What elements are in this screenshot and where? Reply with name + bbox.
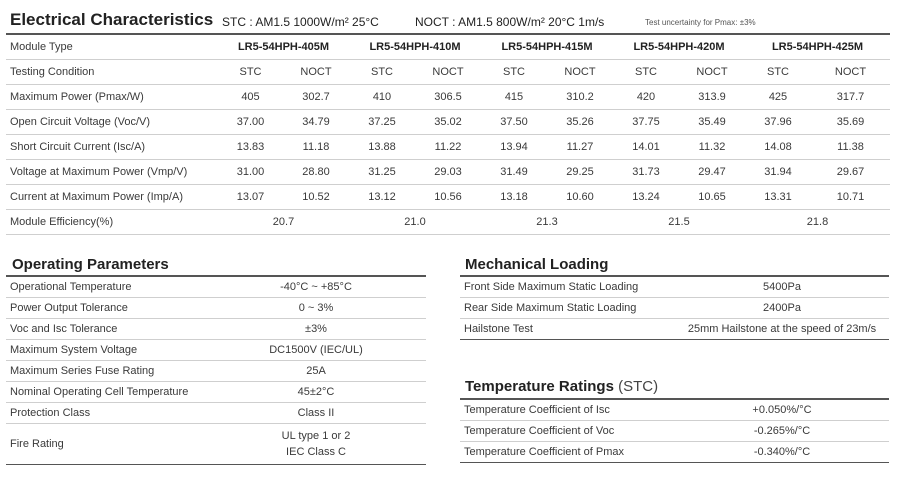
fire-rating-line1: UL type 1 or 2 xyxy=(281,430,351,442)
temperature-title xyxy=(465,378,658,395)
operating-row xyxy=(6,319,426,340)
fire-rating-label: Fire Rating xyxy=(6,424,206,465)
fire-rating-line2: IEC Class C xyxy=(286,446,346,458)
temperature-table xyxy=(460,398,889,463)
mechanical-row xyxy=(460,276,889,298)
electrical-value: 405 xyxy=(218,85,283,110)
electrical-row-label: Maximum Power (Pmax/W) xyxy=(6,85,218,110)
testing-condition-label: Testing Condition xyxy=(6,60,218,85)
operating-row-label: Maximum System Voltage xyxy=(6,340,206,361)
electrical-value: 37.75 xyxy=(613,110,679,135)
operating-table xyxy=(6,275,426,465)
model-name: LR5-54HPH-415M xyxy=(481,34,613,60)
noct-label: NOCT xyxy=(415,60,481,85)
temperature-row-label: Temperature Coefficient of Isc xyxy=(460,399,675,421)
electrical-value: 13.88 xyxy=(349,135,415,160)
electrical-value: 13.31 xyxy=(745,185,811,210)
mechanical-title: Mechanical Loading xyxy=(465,256,609,273)
electrical-value: 425 xyxy=(745,85,811,110)
electrical-value: 14.01 xyxy=(613,135,679,160)
model-name: LR5-54HPH-405M xyxy=(218,34,349,60)
stc-label: STC xyxy=(745,60,811,85)
efficiency-value: 21.3 xyxy=(481,210,613,235)
stc-label: STC xyxy=(481,60,547,85)
efficiency-value: 21.8 xyxy=(745,210,890,235)
stc-label: STC xyxy=(349,60,415,85)
temperature-row-value: -0.265%/°C xyxy=(675,421,889,442)
noct-label: NOCT xyxy=(547,60,613,85)
electrical-value: 317.7 xyxy=(811,85,890,110)
mechanical-row-value: 25mm Hailstone at the speed of 23m/s xyxy=(675,319,889,340)
efficiency-value: 20.7 xyxy=(218,210,349,235)
mechanical-row-label: Rear Side Maximum Static Loading xyxy=(460,298,675,319)
electrical-value: 10.60 xyxy=(547,185,613,210)
model-name: LR5-54HPH-420M xyxy=(613,34,745,60)
electrical-value: 31.25 xyxy=(349,160,415,185)
temperature-row-value: -0.340%/°C xyxy=(675,442,889,463)
electrical-value: 31.73 xyxy=(613,160,679,185)
operating-title: Operating Parameters xyxy=(12,256,169,273)
temperature-row xyxy=(460,421,889,442)
electrical-value: 13.24 xyxy=(613,185,679,210)
electrical-value: 10.71 xyxy=(811,185,890,210)
noct-label: NOCT xyxy=(811,60,890,85)
mechanical-row-value: 5400Pa xyxy=(675,276,889,298)
electrical-value: 29.47 xyxy=(679,160,745,185)
operating-row-label: Nominal Operating Cell Temperature xyxy=(6,382,206,403)
electrical-value: 310.2 xyxy=(547,85,613,110)
electrical-value: 35.26 xyxy=(547,110,613,135)
operating-row-value: ±3% xyxy=(206,319,426,340)
electrical-row-label: Open Circuit Voltage (Voc/V) xyxy=(6,110,218,135)
temperature-title-suffix: (STC) xyxy=(618,378,659,395)
electrical-value: 29.67 xyxy=(811,160,890,185)
electrical-value: 13.18 xyxy=(481,185,547,210)
operating-row-value: DC1500V (IEC/UL) xyxy=(206,340,426,361)
electrical-value: 13.12 xyxy=(349,185,415,210)
electrical-value: 13.94 xyxy=(481,135,547,160)
electrical-value: 37.96 xyxy=(745,110,811,135)
electrical-value: 13.83 xyxy=(218,135,283,160)
electrical-value: 14.08 xyxy=(745,135,811,160)
electrical-value: 29.25 xyxy=(547,160,613,185)
electrical-value: 313.9 xyxy=(679,85,745,110)
efficiency-value: 21.0 xyxy=(349,210,481,235)
electrical-value: 11.18 xyxy=(283,135,349,160)
mechanical-table xyxy=(460,275,889,340)
mechanical-row-label: Front Side Maximum Static Loading xyxy=(460,276,675,298)
electrical-row xyxy=(6,185,890,210)
temperature-title-text: Temperature Ratings xyxy=(465,378,614,395)
noct-condition: NOCT : AM1.5 800W/m² 20°C 1m/s xyxy=(415,15,605,29)
electrical-title: Electrical Characteristics xyxy=(10,10,214,29)
model-name: LR5-54HPH-410M xyxy=(349,34,481,60)
operating-row xyxy=(6,382,426,403)
electrical-row-label: Current at Maximum Power (Imp/A) xyxy=(6,185,218,210)
testing-condition-row xyxy=(6,60,890,85)
operating-row xyxy=(6,340,426,361)
operating-row-label: Voc and Isc Tolerance xyxy=(6,319,206,340)
mechanical-row-value: 2400Pa xyxy=(675,298,889,319)
electrical-value: 34.79 xyxy=(283,110,349,135)
efficiency-label: Module Efficiency(%) xyxy=(6,210,218,235)
temperature-row xyxy=(460,399,889,421)
electrical-value: 302.7 xyxy=(283,85,349,110)
fire-rating-row xyxy=(6,424,426,465)
electrical-value: 10.56 xyxy=(415,185,481,210)
mechanical-row xyxy=(460,298,889,319)
electrical-value: 11.22 xyxy=(415,135,481,160)
electrical-value: 11.38 xyxy=(811,135,890,160)
operating-row-label: Power Output Tolerance xyxy=(6,298,206,319)
temperature-row-label: Temperature Coefficient of Voc xyxy=(460,421,675,442)
electrical-value: 10.52 xyxy=(283,185,349,210)
stc-label: STC xyxy=(218,60,283,85)
temperature-row-value: +0.050%/°C xyxy=(675,399,889,421)
operating-row-value: -40°C ~ +85°C xyxy=(206,276,426,298)
noct-label: NOCT xyxy=(283,60,349,85)
electrical-row-label: Voltage at Maximum Power (Vmp/V) xyxy=(6,160,218,185)
electrical-value: 11.27 xyxy=(547,135,613,160)
noct-label: NOCT xyxy=(679,60,745,85)
operating-row-label: Maximum Series Fuse Rating xyxy=(6,361,206,382)
electrical-value: 11.32 xyxy=(679,135,745,160)
operating-row-value: 25A xyxy=(206,361,426,382)
stc-condition: STC : AM1.5 1000W/m² 25°C xyxy=(222,15,379,29)
operating-row xyxy=(6,403,426,424)
stc-label: STC xyxy=(613,60,679,85)
operating-row-label: Operational Temperature xyxy=(6,276,206,298)
electrical-value: 37.50 xyxy=(481,110,547,135)
electrical-value: 35.49 xyxy=(679,110,745,135)
electrical-value: 29.03 xyxy=(415,160,481,185)
operating-row-value: 45±2°C xyxy=(206,382,426,403)
electrical-row-label: Short Circuit Current (Isc/A) xyxy=(6,135,218,160)
temperature-row xyxy=(460,442,889,463)
electrical-row xyxy=(6,110,890,135)
operating-row xyxy=(6,276,426,298)
electrical-row xyxy=(6,85,890,110)
electrical-value: 415 xyxy=(481,85,547,110)
operating-row-value: 0 ~ 3% xyxy=(206,298,426,319)
electrical-value: 410 xyxy=(349,85,415,110)
electrical-value: 420 xyxy=(613,85,679,110)
module-type-label: Module Type xyxy=(6,34,218,60)
electrical-value: 10.65 xyxy=(679,185,745,210)
electrical-value: 31.00 xyxy=(218,160,283,185)
mechanical-row xyxy=(460,319,889,340)
model-row xyxy=(6,34,890,60)
electrical-value: 37.00 xyxy=(218,110,283,135)
electrical-table xyxy=(6,33,890,235)
operating-row-value: Class II xyxy=(206,403,426,424)
electrical-value: 31.94 xyxy=(745,160,811,185)
electrical-value: 31.49 xyxy=(481,160,547,185)
electrical-value: 13.07 xyxy=(218,185,283,210)
electrical-row xyxy=(6,160,890,185)
electrical-row xyxy=(6,135,890,160)
uncertainty-note: Test uncertainty for Pmax: ±3% xyxy=(645,18,756,27)
efficiency-row xyxy=(6,210,890,235)
electrical-value: 28.80 xyxy=(283,160,349,185)
operating-row xyxy=(6,298,426,319)
efficiency-value: 21.5 xyxy=(613,210,745,235)
electrical-value: 35.02 xyxy=(415,110,481,135)
mechanical-row-label: Hailstone Test xyxy=(460,319,675,340)
temperature-row-label: Temperature Coefficient of Pmax xyxy=(460,442,675,463)
electrical-value: 37.25 xyxy=(349,110,415,135)
model-name: LR5-54HPH-425M xyxy=(745,34,890,60)
electrical-value: 306.5 xyxy=(415,85,481,110)
operating-row-label: Protection Class xyxy=(6,403,206,424)
operating-row xyxy=(6,361,426,382)
electrical-value: 35.69 xyxy=(811,110,890,135)
